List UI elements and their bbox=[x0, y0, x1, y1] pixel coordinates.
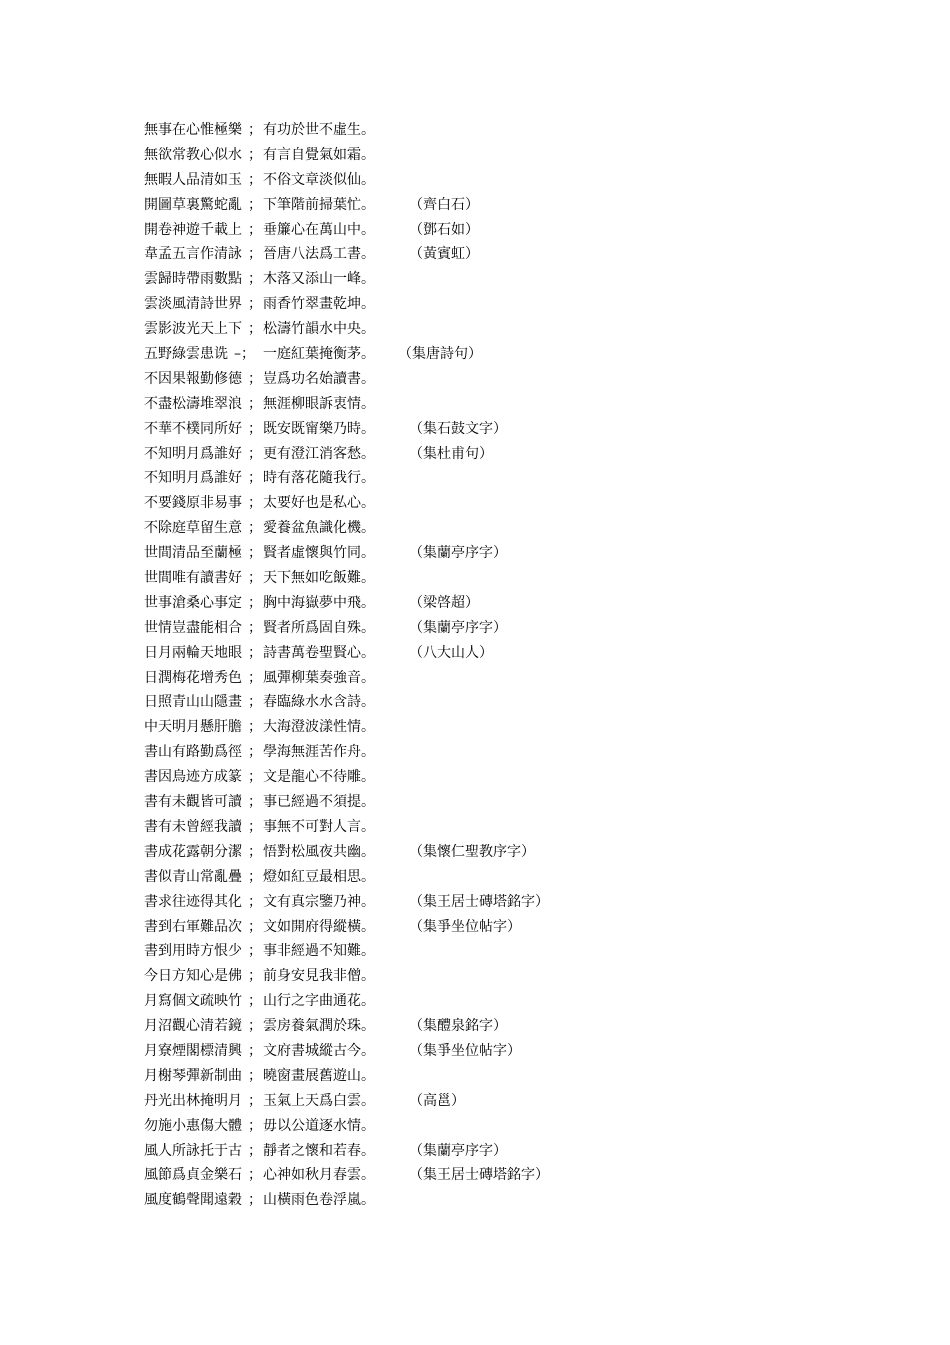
couplet-first-line: 雲影波光天上下 bbox=[144, 321, 242, 338]
couplet-second-line: 事無不可對人言。 bbox=[263, 818, 375, 835]
couplet-first-line: 不因果報勤修德 bbox=[144, 370, 242, 387]
couplet-separator: ； bbox=[248, 321, 262, 338]
couplet-first-line: 書因鳥迹方成篆 bbox=[144, 769, 242, 786]
couplet-second-line: 賢者所爲固自殊。 bbox=[263, 619, 375, 636]
couplet-separator: ； bbox=[248, 968, 262, 985]
couplet-second-line: 時有落花隨我行。 bbox=[263, 470, 375, 487]
couplet-separator: ； bbox=[248, 1117, 262, 1134]
couplet-separator: ； bbox=[248, 918, 262, 935]
couplet-second-line: 豈爲功名始讀書。 bbox=[263, 370, 375, 387]
couplet-separator: ； bbox=[248, 570, 262, 587]
couplet-second-line: 燈如紅豆最相思。 bbox=[263, 868, 375, 885]
couplet-separator: ； bbox=[248, 1067, 262, 1084]
couplet-first-line: 今日方知心是佛 bbox=[144, 968, 242, 985]
couplet-second-line: 木落又添山一峰。 bbox=[263, 271, 375, 288]
couplet-first-line: 書有未觀皆可讀 bbox=[144, 794, 242, 811]
couplet-attribution: （齊白石） bbox=[409, 196, 479, 213]
couplet-first-line: 世間唯有讀書好 bbox=[144, 570, 242, 587]
couplet-separator: ； bbox=[248, 1192, 262, 1209]
couplet-attribution: （黃賓虹） bbox=[409, 246, 479, 263]
couplet-separator: ； bbox=[248, 868, 262, 885]
couplet-first-line: 風節爲貞金樂石 bbox=[144, 1167, 242, 1184]
couplet-second-line: 垂簾心在萬山中。 bbox=[263, 221, 375, 238]
couplet-separator: ； bbox=[248, 719, 262, 736]
couplet-attribution: （集王居士磚塔銘字） bbox=[409, 893, 549, 910]
couplet-separator: ； bbox=[248, 1042, 262, 1059]
couplet-separator: ； bbox=[248, 470, 262, 487]
couplet-first-line: 日月兩輪天地眼 bbox=[144, 644, 242, 661]
couplet-attribution: （高邕） bbox=[409, 1092, 465, 1109]
couplet-first-line: 不盡松濤堆翠浪 bbox=[144, 395, 242, 412]
couplet-first-line: 雲歸時帶雨數點 bbox=[144, 271, 242, 288]
couplet-first-line: 無欲常教心似水 bbox=[144, 146, 242, 163]
couplet-attribution: （鄧石如） bbox=[409, 221, 479, 238]
couplet-first-line: 書有未曾經我讀 bbox=[144, 818, 242, 835]
couplet-second-line: 雲房養氣潤於珠。 bbox=[263, 1018, 375, 1035]
couplet-separator: ； bbox=[248, 395, 262, 412]
couplet-separator: ； bbox=[248, 370, 262, 387]
couplet-second-line: 靜者之懷和若春。 bbox=[263, 1142, 375, 1159]
couplet-second-line: 有言自覺氣如霜。 bbox=[263, 146, 375, 163]
couplet-separator: ； bbox=[248, 420, 262, 437]
couplet-separator: ； bbox=[248, 769, 262, 786]
couplet-second-line: 事已經過不須提。 bbox=[263, 794, 375, 811]
couplet-second-line: 賢者虛懷與竹同。 bbox=[263, 545, 375, 562]
couplet-separator: ； bbox=[248, 545, 262, 562]
couplet-attribution: （集爭坐位帖字） bbox=[409, 1042, 521, 1059]
couplet-attribution: （集蘭亭序字） bbox=[409, 545, 507, 562]
couplet-attribution: （八大山人） bbox=[409, 644, 493, 661]
couplet-attribution: （集醴泉銘字） bbox=[409, 1018, 507, 1035]
couplet-separator: ； bbox=[248, 644, 262, 661]
couplet-separator: ； bbox=[248, 171, 262, 188]
couplet-first-line: 月榭琴彈新制曲 bbox=[144, 1067, 242, 1084]
couplet-first-line: 不除庭草留生意 bbox=[144, 520, 242, 537]
couplet-first-line: 無暇人品清如玉 bbox=[144, 171, 242, 188]
couplet-attribution: （集蘭亭序字） bbox=[409, 619, 507, 636]
couplet-separator: ； bbox=[248, 818, 262, 835]
couplet-first-line: 日照青山山隱畫 bbox=[144, 694, 242, 711]
couplet-second-line: 松濤竹韻水中央。 bbox=[263, 321, 375, 338]
couplet-attribution: （集石鼓文字） bbox=[409, 420, 507, 437]
couplet-first-line: 月寮煙閣標清興 bbox=[144, 1042, 242, 1059]
couplet-first-line: 不要錢原非易事 bbox=[144, 495, 242, 512]
couplet-second-line: 晉唐八法爲工書。 bbox=[263, 246, 375, 263]
couplet-first-line: 書到右軍難品次 bbox=[144, 918, 242, 935]
couplet-separator: ； bbox=[248, 619, 262, 636]
couplet-separator: ； bbox=[248, 594, 262, 611]
couplet-attribution: （集懷仁聖教序字） bbox=[409, 843, 535, 860]
couplet-separator: ； bbox=[248, 794, 262, 811]
couplet-second-line: 文府書城縱古今。 bbox=[263, 1042, 375, 1059]
couplet-separator: ； bbox=[248, 744, 262, 761]
couplet-attribution: （梁啓超） bbox=[409, 594, 479, 611]
couplet-second-line: 風彈柳葉奏強音。 bbox=[263, 669, 375, 686]
couplet-second-line: 心神如秋月春雲。 bbox=[263, 1167, 375, 1184]
couplet-first-line: 不華不樸同所好 bbox=[144, 420, 242, 437]
couplet-first-line: 日潤梅花增秀色 bbox=[144, 669, 242, 686]
couplet-first-line: 書成花露朝分潔 bbox=[144, 843, 242, 860]
couplet-first-line: 韋孟五言作清詠 bbox=[144, 246, 242, 263]
couplet-second-line: 下筆階前掃葉忙。 bbox=[263, 196, 375, 213]
couplet-first-line: 雲淡風清詩世界 bbox=[144, 296, 242, 313]
couplet-first-line: 五野綠雲患诜 bbox=[144, 346, 228, 363]
couplet-second-line: 學海無涯苦作舟。 bbox=[263, 744, 375, 761]
couplet-first-line: 月沼觀心清若鏡 bbox=[144, 1018, 242, 1035]
couplet-first-line: 丹光出林掩明月 bbox=[144, 1092, 242, 1109]
couplet-first-line: 開圖草裏驚蛇亂 bbox=[144, 196, 242, 213]
couplet-separator: ； bbox=[248, 246, 262, 263]
couplet-separator: ； bbox=[248, 296, 262, 313]
couplet-separator: ； bbox=[248, 1142, 262, 1159]
couplet-first-line: 月寫個文疏映竹 bbox=[144, 993, 242, 1010]
couplet-second-line: 玉氣上天爲白雲。 bbox=[263, 1092, 375, 1109]
couplet-separator: ； bbox=[248, 520, 262, 537]
couplet-second-line: 胸中海嶽夢中飛。 bbox=[263, 594, 375, 611]
couplet-first-line: 書到用時方恨少 bbox=[144, 943, 242, 960]
couplet-second-line: 無涯柳眼訴衷情。 bbox=[263, 395, 375, 412]
couplet-separator: ； bbox=[248, 993, 262, 1010]
couplet-second-line: 事非經過不知難。 bbox=[263, 943, 375, 960]
couplet-first-line: 中天明月懸肝膽 bbox=[144, 719, 242, 736]
couplet-second-line: 既安既甯樂乃時。 bbox=[263, 420, 375, 437]
couplet-second-line: 毋以公道逐水情。 bbox=[263, 1117, 375, 1134]
couplet-separator: ； bbox=[248, 694, 262, 711]
couplet-attribution: （集杜甫句） bbox=[409, 445, 493, 462]
couplet-first-line: 無事在心惟極樂 bbox=[144, 122, 242, 138]
couplet-first-line: 風人所詠托于古 bbox=[144, 1142, 242, 1159]
couplet-separator: ； bbox=[248, 495, 262, 512]
couplet-attribution: （集唐詩句） bbox=[398, 346, 482, 363]
couplet-separator: ； bbox=[248, 943, 262, 960]
couplet-second-line: 太要好也是私心。 bbox=[263, 495, 375, 512]
couplet-attribution: （集王居士磚塔銘字） bbox=[409, 1167, 549, 1184]
couplet-separator: ； bbox=[248, 271, 262, 288]
couplet-separator: ； bbox=[248, 1018, 262, 1035]
couplet-first-line: 不知明月爲誰好 bbox=[144, 470, 242, 487]
couplet-first-line: 風度鶴聲聞遠穀 bbox=[144, 1192, 242, 1209]
couplet-second-line: 山行之字曲通花。 bbox=[263, 993, 375, 1010]
couplet-separator: ； bbox=[248, 445, 262, 462]
couplet-first-line: 世間清品至蘭極 bbox=[144, 545, 242, 562]
couplet-separator: ； bbox=[248, 843, 262, 860]
couplet-separator: ； bbox=[248, 196, 262, 213]
couplet-second-line: 文如開府得縱橫。 bbox=[263, 918, 375, 935]
couplet-second-line: 文是龍心不待雕。 bbox=[263, 769, 375, 786]
couplet-second-line: 詩書萬卷聖賢心。 bbox=[263, 644, 375, 661]
couplet-separator: ； bbox=[248, 221, 262, 238]
couplet-second-line: 愛養盆魚識化機。 bbox=[263, 520, 375, 537]
couplet-separator: ； bbox=[248, 146, 262, 163]
couplet-second-line: 前身安見我非僧。 bbox=[263, 968, 375, 985]
couplet-second-line: 悟對松風夜共幽。 bbox=[263, 843, 375, 860]
couplet-first-line: 開卷神遊千載上 bbox=[144, 221, 242, 238]
couplet-second-line: 一庭紅葉掩衡茅。 bbox=[263, 346, 375, 363]
couplet-first-line: 世事滄桑心事定 bbox=[144, 594, 242, 611]
couplet-first-line: 世情豈盡能相合 bbox=[144, 619, 242, 636]
couplet-first-line: 書似青山常亂疊 bbox=[144, 868, 242, 885]
couplet-second-line: 山橫雨色卷浮嵐。 bbox=[263, 1192, 375, 1209]
couplet-separator: ； bbox=[248, 669, 262, 686]
couplet-first-line: 不知明月爲誰好 bbox=[144, 445, 242, 462]
couplet-attribution: （集蘭亭序字） bbox=[409, 1142, 507, 1159]
couplet-separator: ； bbox=[248, 1092, 262, 1109]
couplet-separator: ； bbox=[248, 893, 262, 910]
couplet-second-line: 曉窗畫展舊遊山。 bbox=[263, 1067, 375, 1084]
couplet-second-line: 春臨綠水水含詩。 bbox=[263, 694, 375, 711]
couplet-separator: –； bbox=[234, 346, 255, 363]
couplet-second-line: 有功於世不虛生。 bbox=[263, 122, 375, 138]
couplet-first-line: 書求往迹得其化 bbox=[144, 893, 242, 910]
couplet-second-line: 更有澄江消客愁。 bbox=[263, 445, 375, 462]
couplet-first-line: 勿施小惠傷大體 bbox=[144, 1117, 242, 1134]
couplet-second-line: 不俗文章淡似仙。 bbox=[263, 171, 375, 188]
couplet-separator: ； bbox=[248, 1167, 262, 1184]
couplet-second-line: 大海澄波漾性情。 bbox=[263, 719, 375, 736]
couplet-first-line: 書山有路勤爲徑 bbox=[144, 744, 242, 761]
couplet-second-line: 雨香竹翠畫乾坤。 bbox=[263, 296, 375, 313]
couplet-separator: ； bbox=[248, 122, 262, 138]
couplet-second-line: 天下無如吃飯難。 bbox=[263, 570, 375, 587]
couplet-second-line: 文有真宗鑒乃神。 bbox=[263, 893, 375, 910]
couplet-attribution: （集爭坐位帖字） bbox=[409, 918, 521, 935]
